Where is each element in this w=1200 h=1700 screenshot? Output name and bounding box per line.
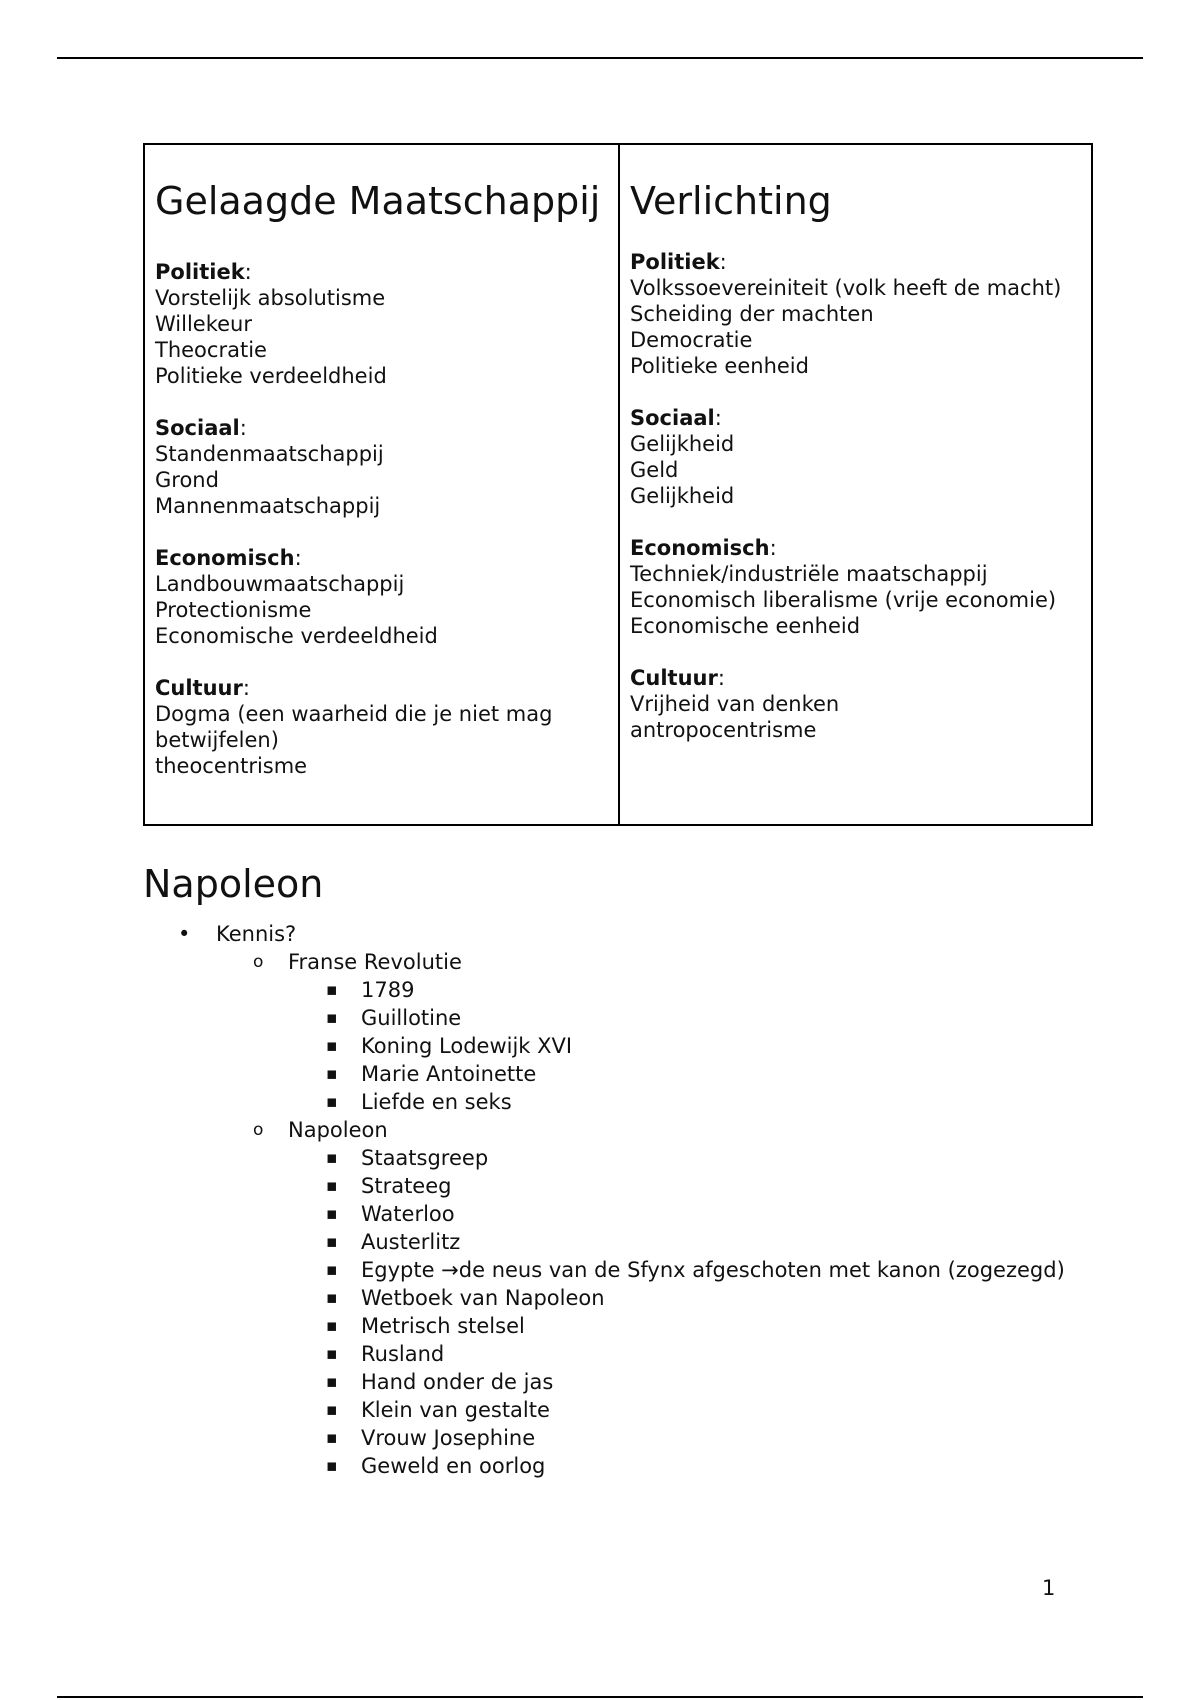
column-title: Gelaagde Maatschappij xyxy=(155,179,601,223)
section-heading: Economisch xyxy=(630,536,770,560)
bullet-square-icon: ▪ xyxy=(326,1428,338,1448)
bullet-circle-icon: o xyxy=(253,952,264,972)
outline-item-level3 xyxy=(143,1144,1093,1172)
section-heading: Sociaal xyxy=(155,416,240,440)
outline-item-level3 xyxy=(143,1256,1093,1284)
outline-item-level3 xyxy=(143,1060,1093,1088)
section-sociaal: Sociaal: Gelijkheid Geld Gelijkheid xyxy=(630,405,1081,509)
list-item: Vrouw Josephine xyxy=(361,1426,536,1450)
section-politiek: Politiek: Volkssoevereiniteit (volk heeft de macht) Scheiding der machten Democratie Politieke eenheid xyxy=(630,249,1081,379)
list-item: 1789 xyxy=(361,978,415,1002)
outline-label: Napoleon xyxy=(288,1118,388,1142)
outline-item-level1 xyxy=(143,920,1093,948)
list-item: Democratie xyxy=(630,328,753,352)
outline-label: Kennis? xyxy=(216,922,297,946)
outline-item-level3 xyxy=(143,1368,1093,1396)
list-item: Protectionisme xyxy=(155,598,312,622)
napoleon-heading: Napoleon xyxy=(143,862,324,906)
list-item: antropocentrisme xyxy=(630,718,817,742)
bullet-square-icon: ▪ xyxy=(326,1344,338,1364)
section-economisch: Economisch: Techniek/industriële maatschappij Economisch liberalisme (vrije economie) Economische eenheid xyxy=(630,535,1081,639)
section-sociaal: Sociaal: Standenmaatschappij Grond Mannenmaatschappij xyxy=(155,415,608,519)
outline-item-level3 xyxy=(143,1312,1093,1340)
list-item: Vorstelijk absolutisme xyxy=(155,286,386,310)
section-cultuur: Cultuur: Dogma (een waarheid die je niet mag betwijfelen) theocentrisme xyxy=(155,675,608,779)
bullet-circle-icon: o xyxy=(253,1120,264,1140)
section-cultuur: Cultuur: Vrijheid van denken antropocentrisme xyxy=(630,665,1081,743)
section-heading: Cultuur xyxy=(630,666,718,690)
list-item: Theocratie xyxy=(155,338,267,362)
outline-item-level3 xyxy=(143,1200,1093,1228)
column-gelaagde-maatschappij xyxy=(145,145,618,824)
napoleon-outline xyxy=(143,920,1093,1480)
list-item: Economische verdeeldheid xyxy=(155,624,438,648)
bullet-square-icon: ▪ xyxy=(326,1204,338,1224)
page-number: 1 xyxy=(1042,1576,1056,1600)
bullet-disc-icon: • xyxy=(178,922,191,946)
outline-item-level3 xyxy=(143,1396,1093,1424)
list-item: Techniek/industriële maatschappij xyxy=(630,562,988,586)
bullet-square-icon: ▪ xyxy=(326,1232,338,1252)
outline-item-level3 xyxy=(143,1032,1093,1060)
bullet-square-icon: ▪ xyxy=(326,1008,338,1028)
section-politiek: Politiek: Vorstelijk absolutisme Willekeur Theocratie Politieke verdeeldheid xyxy=(155,259,608,389)
list-item: Gelijkheid xyxy=(630,432,735,456)
list-item: Willekeur xyxy=(155,312,253,336)
list-item: Economische eenheid xyxy=(630,614,861,638)
list-item: Austerlitz xyxy=(361,1230,461,1254)
outline-item-level2 xyxy=(143,948,1093,976)
list-item: Rusland xyxy=(361,1342,445,1366)
bullet-square-icon: ▪ xyxy=(326,1288,338,1308)
footer-rule xyxy=(57,1696,1143,1698)
list-item: Standenmaatschappij xyxy=(155,442,384,466)
bullet-square-icon: ▪ xyxy=(326,1092,338,1112)
outline-item-level3 xyxy=(143,1424,1093,1452)
section-economisch: Economisch: Landbouwmaatschappij Protectionisme Economische verdeeldheid xyxy=(155,545,608,649)
comparison-table xyxy=(143,143,1093,826)
list-item: Liefde en seks xyxy=(361,1090,512,1114)
outline-item-level3 xyxy=(143,1340,1093,1368)
section-heading: Sociaal xyxy=(630,406,715,430)
column-title: Verlichting xyxy=(630,179,832,223)
list-item: Economisch liberalisme (vrije economie) xyxy=(630,588,1057,612)
list-item: Geld xyxy=(630,458,679,482)
outline-item-level3 xyxy=(143,1228,1093,1256)
list-item: Scheiding der machten xyxy=(630,302,874,326)
bullet-square-icon: ▪ xyxy=(326,1456,338,1476)
bullet-square-icon: ▪ xyxy=(326,1176,338,1196)
outline-item-level3 xyxy=(143,1088,1093,1116)
list-item: Dogma (een waarheid die je niet mag betwijfelen) xyxy=(155,702,553,752)
list-item: Egypte →de neus van de Sfynx afgeschoten met kanon (zogezegd) xyxy=(361,1258,1065,1282)
list-item: Geweld en oorlog xyxy=(361,1454,546,1478)
outline-item-level3 xyxy=(143,1172,1093,1200)
list-item: Klein van gestalte xyxy=(361,1398,550,1422)
section-heading: Economisch xyxy=(155,546,295,570)
section-heading: Politiek xyxy=(630,250,720,274)
list-item: Marie Antoinette xyxy=(361,1062,537,1086)
outline-item-level2 xyxy=(143,1116,1093,1144)
bullet-square-icon: ▪ xyxy=(326,1148,338,1168)
list-item: Guillotine xyxy=(361,1006,462,1030)
bullet-square-icon: ▪ xyxy=(326,1036,338,1056)
list-item: Gelijkheid xyxy=(630,484,735,508)
list-item: Waterloo xyxy=(361,1202,455,1226)
outline-item-level3 xyxy=(143,1284,1093,1312)
bullet-square-icon: ▪ xyxy=(326,980,338,1000)
bullet-square-icon: ▪ xyxy=(326,1316,338,1336)
outline-item-level3 xyxy=(143,976,1093,1004)
list-item: Landbouwmaatschappij xyxy=(155,572,405,596)
header-rule xyxy=(57,57,1143,59)
list-item: Mannenmaatschappij xyxy=(155,494,381,518)
bullet-square-icon: ▪ xyxy=(326,1400,338,1420)
outline-item-level3 xyxy=(143,1452,1093,1480)
section-heading: Politiek xyxy=(155,260,245,284)
list-item: Metrisch stelsel xyxy=(361,1314,525,1338)
bullet-square-icon: ▪ xyxy=(326,1372,338,1392)
column-verlichting xyxy=(618,145,1091,824)
list-item: Politieke verdeeldheid xyxy=(155,364,387,388)
outline-item-level3 xyxy=(143,1004,1093,1032)
list-item: Hand onder de jas xyxy=(361,1370,554,1394)
list-item: Staatsgreep xyxy=(361,1146,489,1170)
outline-label: Franse Revolutie xyxy=(288,950,462,974)
list-item: Volkssoevereiniteit (volk heeft de macht) xyxy=(630,276,1062,300)
section-heading: Cultuur xyxy=(155,676,243,700)
list-item: Politieke eenheid xyxy=(630,354,809,378)
list-item: theocentrisme xyxy=(155,754,308,778)
list-item: Koning Lodewijk XVI xyxy=(361,1034,573,1058)
bullet-square-icon: ▪ xyxy=(326,1260,338,1280)
list-item: Grond xyxy=(155,468,219,492)
list-item: Strateeg xyxy=(361,1174,452,1198)
list-item: Vrijheid van denken xyxy=(630,692,840,716)
bullet-square-icon: ▪ xyxy=(326,1064,338,1084)
list-item: Wetboek van Napoleon xyxy=(361,1286,605,1310)
